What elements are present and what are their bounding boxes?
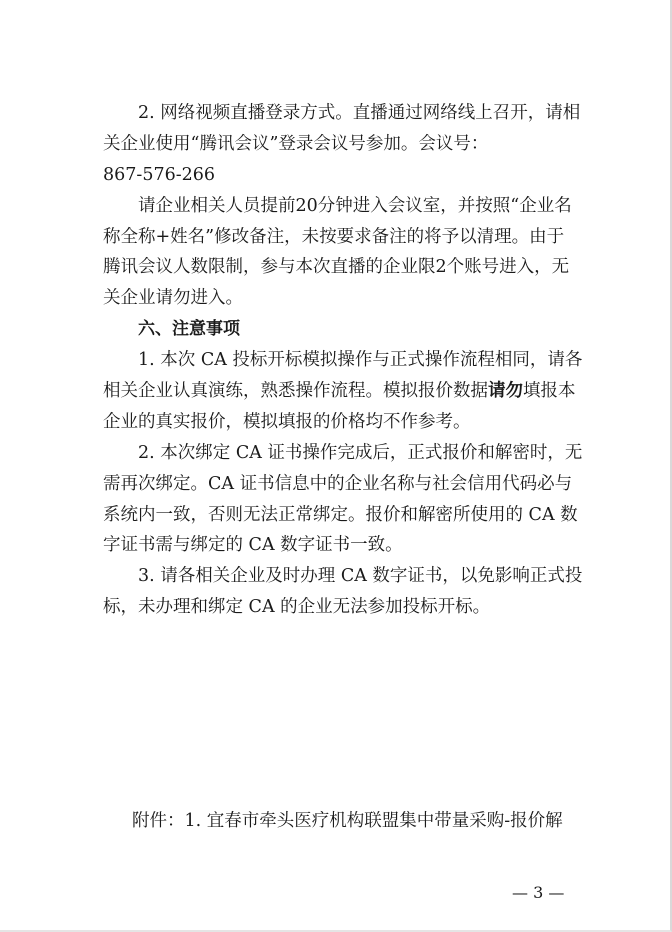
paragraph-line: 腾讯会议人数限制，参与本次直播的企业限2个账号进入，无: [103, 257, 570, 278]
paragraph-line: 称全称+姓名”修改备注，未按要求备注的将予以清理。由于: [103, 226, 565, 247]
line-text: 填报本: [523, 381, 576, 402]
paragraph-line: 标，未办理和绑定 CA 的企业无法参加投标开标。: [103, 597, 491, 618]
section-heading: 六、注意事项: [138, 319, 240, 340]
paragraph-line: 关企业请勿进入。: [103, 288, 243, 309]
paragraph-line: 企业的真实报价，模拟填报的价格均不作参考。: [103, 411, 471, 432]
paragraph-line: 请企业相关人员提前20分钟进入会议室，并按照“企业名: [138, 195, 572, 216]
paragraph-line: 关企业使用“腾讯会议”登录会议号参加。会议号：: [103, 133, 489, 154]
paragraph-line: 3. 请各相关企业及时办理 CA 数字证书，以免影响正式投: [138, 566, 583, 587]
paragraph-line: 2. 本次绑定 CA 证书操作完成后，正式报价和解密时，无: [138, 442, 583, 463]
attachment-line: 附件：1. 宜春市牵头医疗机构联盟集中带量采购-报价解: [132, 811, 563, 831]
emphasis-text: 请勿: [488, 381, 523, 402]
paragraph-line: 需再次绑定。CA 证书信息中的企业名称与社会信用代码必与: [103, 473, 573, 494]
meeting-number: 867-576-266: [103, 164, 216, 185]
paragraph-line: 2. 网络视频直播登录方式。直播通过网络线上召开，请相: [138, 103, 581, 123]
paragraph-line: 1. 本次 CA 投标开标模拟操作与正式操作流程相同，请各: [138, 350, 583, 371]
document-body: [103, 98, 583, 623]
line-text: 相关企业认真演练，熟悉操作流程。模拟报价数据: [103, 381, 488, 402]
paragraph-line: [103, 376, 583, 407]
page-number: — 3 —: [512, 883, 565, 902]
paragraph-line: 系统内一致，否则无法正常绑定。报价和解密所使用的 CA 数: [103, 504, 578, 525]
paragraph-line: 字证书需与绑定的 CA 数字证书一致。: [103, 535, 403, 556]
